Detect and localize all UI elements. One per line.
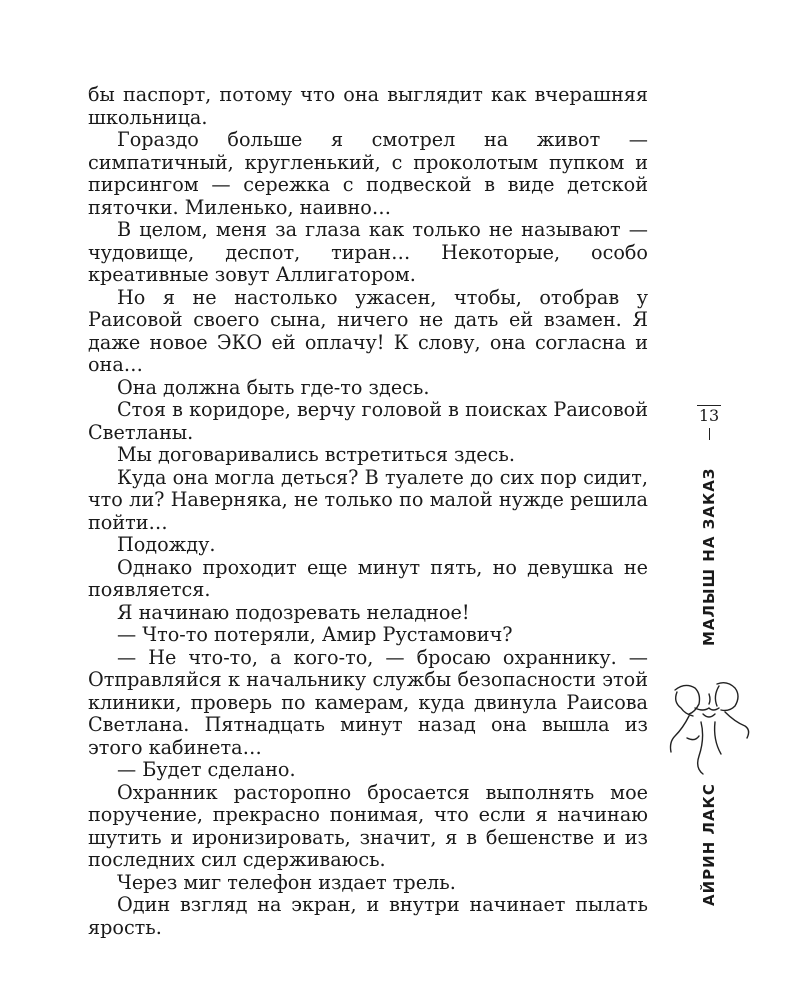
paragraph: Через миг телефон издает трель. <box>117 870 456 894</box>
paragraph: Охранник расторопно бросается выполнять мое поручение, прекрасно понимая, что если я начинаю шутить и иронизировать, значит, я в бешенстве и из последних сил сдерживаюсь. <box>88 780 648 871</box>
paragraph: — Будет сделано. <box>117 758 296 781</box>
paragraph: Однако проходит еще минут пять, но девушка не появляется. <box>88 555 648 601</box>
paragraph: Стоя в коридоре, верчу головой в поисках Раисовой Светланы. <box>88 398 648 444</box>
running-head-book-title: МАЛЫШ НА ЗАКАЗ <box>700 467 718 646</box>
paragraph: Мы договаривались встретиться здесь. <box>117 443 515 466</box>
paragraph: Один взгляд на экран, и внутри начинает пылать ярость. <box>88 893 648 939</box>
page-text <box>88 84 648 939</box>
paragraph: Гораздо больше я смотрел на живот — симпатичный, кругленький, с проколотым пупком и пирсингом — сережка с подвеской в виде детской пяточки. Миленько, наивно… <box>88 128 648 219</box>
paragraph: Я начинаю подозревать неладное! <box>117 600 470 624</box>
running-head-author: АЙРИН ЛАКС <box>700 783 718 906</box>
paragraph: — Что-то потеряли, Амир Рустамович? <box>117 623 513 646</box>
paragraph: Куда она могла деться? В туалете до сих пор сидит, что ли? Наверняка, не только по малой нужде решила пойти… <box>88 465 648 534</box>
page-number-tick <box>709 428 710 440</box>
couple-sketch-icon <box>665 678 755 778</box>
paragraph: бы паспорт, потому что она выглядит как вчерашняя школьница. <box>88 83 648 129</box>
page-number: 13 <box>698 406 720 425</box>
paragraph: Она должна быть где-то здесь. <box>117 375 430 399</box>
paragraph: Но я не настолько ужасен, чтобы, отобрав у Раисовой своего сына, ничего не дать ей взамен. Я даже новое ЭКО ей оплачу! К слову, она согласна и она… <box>88 285 648 376</box>
paragraph: — Не что-то, а кого-то, — бросаю охраннику. — Отправляйся к начальнику службы безопасности этой клиники, проверь по камерам, куда двинула Раисова Светлана. Пятнадцать минут назад она вышла из этого кабинета… <box>88 645 648 759</box>
paragraph: Подожду. <box>117 533 216 556</box>
paragraph: В целом, меня за глаза как только не называют — чудовище, деспот, тиран… Некоторые, особо креативные зовут Аллигатором. <box>88 218 648 286</box>
